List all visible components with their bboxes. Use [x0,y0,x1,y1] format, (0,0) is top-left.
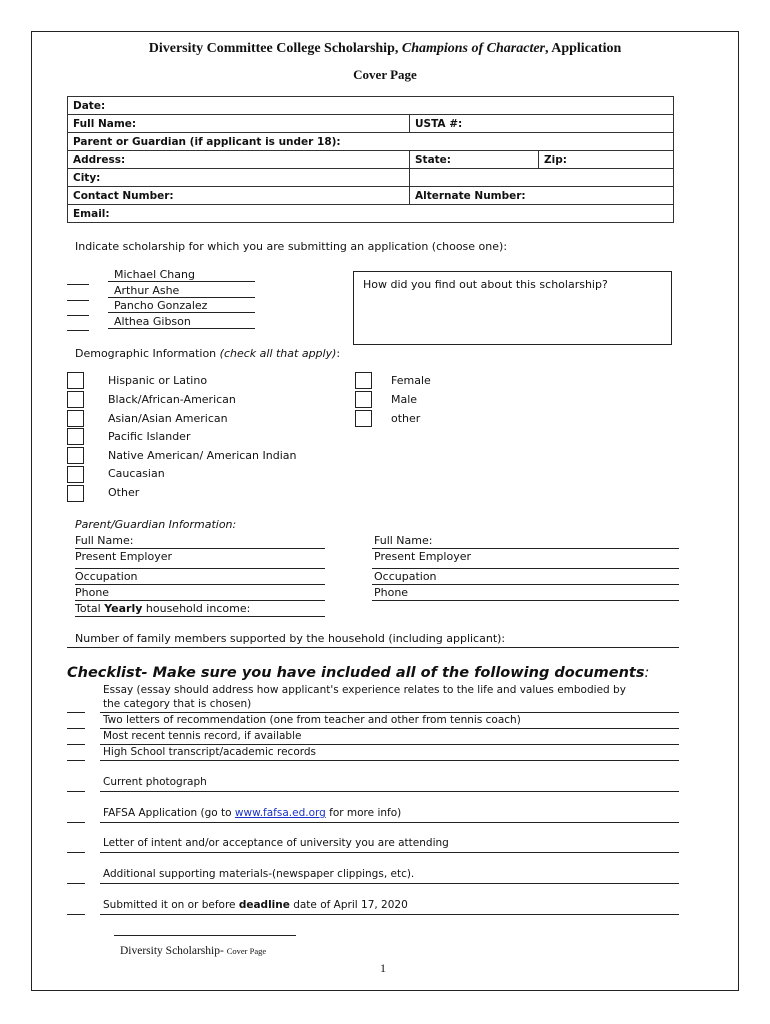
photo-line [100,791,679,792]
parent1-full-name-line[interactable] [75,548,325,549]
scholarship-option-chang[interactable]: Michael Chang [108,268,255,282]
ethnicity-label-asian: Asian/Asian American [108,412,228,425]
checkbox-native[interactable] [67,447,84,464]
parent-info-heading: Parent/Guardian Information: [75,518,237,531]
city-field[interactable]: City: [68,169,410,187]
checklist-essay-line2: the category that is chosen) [103,698,252,710]
full-name-field[interactable]: Full Name: [68,115,410,133]
checklist-blank-essay[interactable] [67,712,85,713]
demographic-prompt-colon: : [336,347,341,360]
alternate-number-field[interactable]: Alternate Number: [410,187,674,205]
state-field[interactable]: State: [410,151,539,169]
find-out-question: How did you find out about this scholarship? [363,278,608,291]
gender-label-male: Male [391,393,418,406]
date-field[interactable]: Date: [68,97,674,115]
tennis-record-line [100,744,679,745]
page-subtitle: Cover Page [353,67,417,82]
checkbox-other-ethnicity[interactable] [67,485,84,502]
scholarship-blank-1[interactable] [67,284,89,285]
checklist-intent: Letter of intent and/or acceptance of university you are attending [103,837,449,849]
checklist-photo: Current photograph [103,776,207,788]
parent1-occupation-line[interactable] [75,584,325,585]
letters-line [100,728,679,729]
scholarship-blank-2[interactable] [67,300,89,301]
checkbox-female[interactable] [355,372,372,389]
ethnicity-label-native: Native American/ American Indian [108,449,297,462]
footnote-separator [114,935,296,936]
email-field[interactable]: Email: [68,205,674,223]
parent2-phone-label: Phone [374,586,409,599]
demographic-prompt-italic: (check all that apply) [219,347,337,360]
checkbox-pacific[interactable] [67,428,84,445]
parent2-full-name-line[interactable] [372,548,679,549]
checklist-fafsa [103,807,401,819]
essay-line [100,712,679,713]
demographic-prompt [75,347,340,360]
footnote [120,945,266,957]
income-bold: Yearly [104,602,143,615]
city-blank-cell [410,169,674,187]
scholarship-option-ashe[interactable]: Arthur Ashe [108,284,255,298]
checkbox-caucasian[interactable] [67,466,84,483]
parent2-occupation-label: Occupation [374,570,437,583]
zip-field[interactable]: Zip: [539,151,674,169]
checkbox-male[interactable] [355,391,372,408]
scholarship-blank-4[interactable] [67,330,89,331]
title-italic: Champions of Character [401,41,545,56]
checklist-tennis-record: Most recent tennis record, if available [103,730,302,742]
parent2-phone-line[interactable] [372,600,679,601]
checkbox-other-gender[interactable] [355,410,372,427]
scholarship-option-gibson[interactable]: Althea Gibson [108,315,255,329]
checklist-blank-additional[interactable] [67,883,85,884]
scholarship-blank-3[interactable] [67,315,89,316]
checklist-blank-deadline[interactable] [67,914,85,915]
footnote-small: Cover Page [226,946,267,956]
ethnicity-label-pacific: Pacific Islander [108,430,191,443]
title-suffix: , Application [545,41,622,56]
checklist-blank-letters[interactable] [67,728,85,729]
checklist-heading-text: Checklist- Make sure you have included all of the following documents [67,665,645,681]
scholarship-option-gonzalez[interactable]: Pancho Gonzalez [108,299,255,313]
checklist-letters: Two letters of recommendation (one from teacher and other from tennis coach) [103,714,521,726]
fafsa-suffix: for more info) [325,807,402,819]
checkbox-hispanic[interactable] [67,372,84,389]
checklist-heading [67,665,649,681]
intent-line [100,852,679,853]
checkbox-black[interactable] [67,391,84,408]
address-field[interactable]: Address: [68,151,410,169]
parent1-employer-label: Present Employer [75,550,173,563]
fafsa-line [100,822,679,823]
find-out-box[interactable] [353,271,672,345]
checklist-essay-line1: Essay (essay should address how applicant's experience relates to the life and values embodied by [103,684,626,696]
deadline-line [100,914,679,915]
parent2-full-name-label: Full Name: [374,534,433,547]
income-prefix: Total [75,602,105,615]
transcript-line [100,760,679,761]
parent2-occupation-line[interactable] [372,584,679,585]
checklist-blank-fafsa[interactable] [67,822,85,823]
ethnicity-label-hispanic: Hispanic or Latino [108,374,208,387]
contact-number-field[interactable]: Contact Number: [68,187,410,205]
ethnicity-label-other: Other [108,486,140,499]
ethnicity-label-black: Black/African-American [108,393,236,406]
household-size-line[interactable] [67,647,679,648]
deadline-suffix: date of April 17, 2020 [289,899,408,911]
footnote-main: Diversity Scholarship- [120,945,227,957]
deadline-prefix: Submitted it on or before [103,899,239,911]
checklist-blank-tennis[interactable] [67,744,85,745]
checklist-additional: Additional supporting materials-(newspaper clippings, etc). [103,868,415,880]
additional-line [100,883,679,884]
scholarship-prompt: Indicate scholarship for which you are submitting an application (choose one): [75,240,508,253]
usta-field[interactable]: USTA #: [410,115,674,133]
checklist-blank-intent[interactable] [67,852,85,853]
parent2-employer-label: Present Employer [374,550,472,563]
household-size-label: Number of family members supported by the household (including applicant): [75,632,506,645]
household-income-line[interactable] [75,616,325,617]
page-number: 1 [380,961,386,975]
parent2-employer-line[interactable] [372,568,679,569]
checkbox-asian[interactable] [67,410,84,427]
parent1-full-name-label: Full Name: [75,534,134,547]
gender-label-female: Female [391,374,431,387]
income-suffix: household income: [142,602,251,615]
checklist-blank-photo[interactable] [67,791,85,792]
parent1-phone-label: Phone [75,586,110,599]
parent1-employer-line[interactable] [75,568,325,569]
fafsa-prefix: FAFSA Application (go to [103,807,235,819]
applicant-info-table [67,96,674,223]
demographic-prompt-text: Demographic Information [75,347,220,360]
household-income-label [75,602,250,615]
checklist-transcript: High School transcript/academic records [103,746,317,758]
page-title [0,41,770,57]
checklist-heading-colon: : [644,665,650,681]
parent1-occupation-label: Occupation [75,570,138,583]
fafsa-link[interactable]: www.fafsa.ed.org [234,807,326,819]
title-text: Diversity Committee College Scholarship, [148,41,402,56]
checklist-deadline [103,899,408,911]
gender-label-other: other [391,412,421,425]
checklist-blank-transcript[interactable] [67,760,85,761]
parent-guardian-field[interactable]: Parent or Guardian (if applicant is under 18): [68,133,674,151]
ethnicity-label-caucasian: Caucasian [108,467,165,480]
deadline-bold: deadline [238,899,290,911]
parent1-phone-line[interactable] [75,600,325,601]
